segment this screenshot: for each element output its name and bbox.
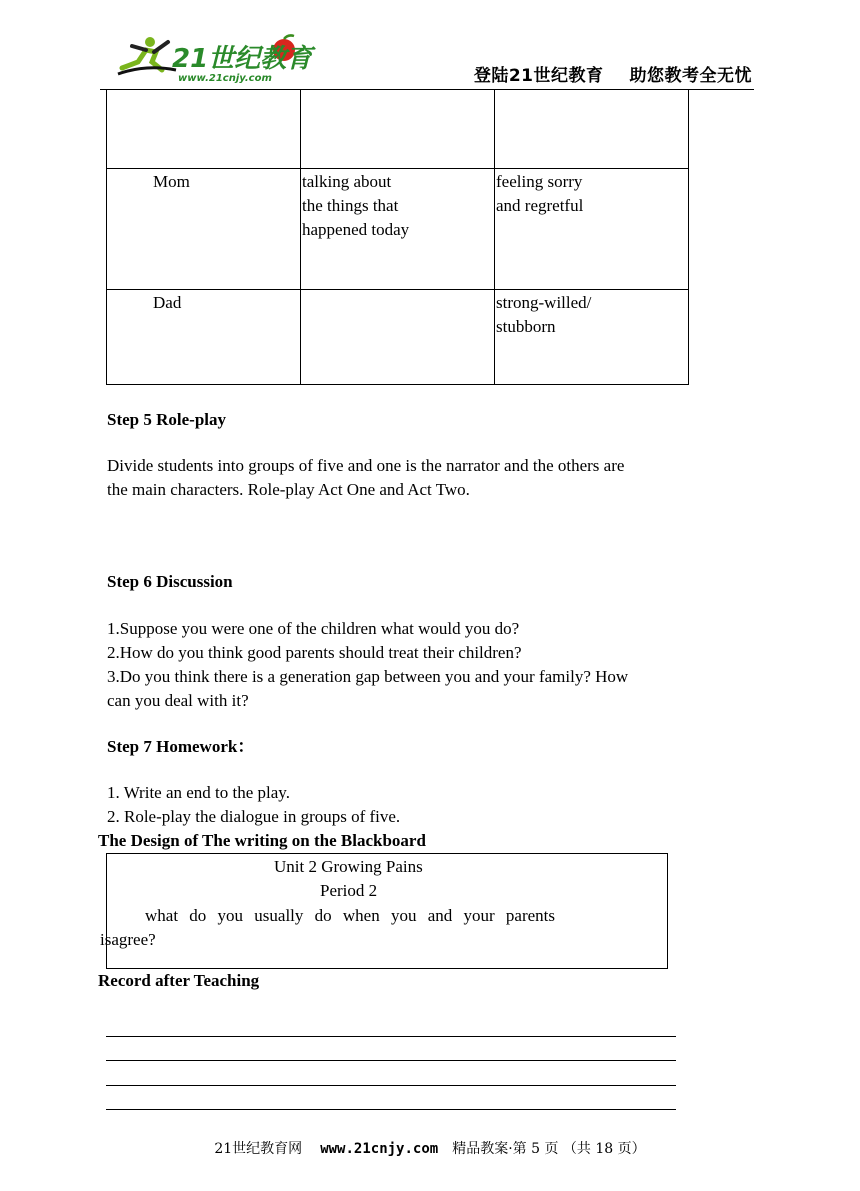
writing-line [106, 1085, 676, 1086]
record-heading: Record after Teaching [98, 971, 260, 990]
blackboard-heading: The Design of The writing on the Blackboard [98, 831, 426, 850]
table-cell [495, 90, 688, 91]
table-row [107, 290, 689, 385]
table-cell: talking about the things that happened today [302, 172, 410, 239]
table-row [107, 169, 689, 290]
header-slogan [474, 61, 752, 86]
blackboard-question: what do you usually do when you and your parents [145, 906, 556, 925]
table-cell: strong-willed/ stubborn [496, 293, 592, 336]
svg-text:www.21cnjy.com: www.21cnjy.com [178, 73, 272, 84]
writing-line [106, 1060, 676, 1061]
blackboard-box [100, 853, 668, 969]
homework-item: 2. Role-play the dialogue in groups of five. [107, 807, 401, 826]
discussion-item: 3.Do you think there is a generation gap between you and your family? How [107, 667, 629, 686]
footer-site-link[interactable]: www.21cnjy.com [320, 1141, 439, 1157]
discussion-item: 1.Suppose you were one of the children what would you do? [107, 619, 520, 638]
step7-heading: Step 7 Homework： [107, 737, 255, 756]
slogan-right: 助您教考全无忧 [629, 66, 752, 86]
blackboard-question-cont: isagree? [100, 930, 156, 949]
blackboard-period: Period 2 [320, 881, 378, 900]
character-table [106, 89, 689, 385]
discussion-item: 2.How do you think good parents should treat their children? [107, 643, 522, 662]
footer-site-name: 21世纪教育网 [214, 1141, 303, 1157]
table-cell: Dad [153, 293, 182, 312]
table-cell: feeling sorry and regretful [496, 172, 584, 215]
table-row [107, 90, 689, 169]
footer-page-info: 精品教案·第 5 页 （共 18 页） [452, 1141, 646, 1157]
table-cell [107, 90, 300, 91]
step6-heading: Step 6 Discussion [107, 572, 233, 591]
discussion-item: can you deal with it? [107, 691, 249, 710]
page-footer [0, 1138, 860, 1158]
step5-line: the main characters. Role-play Act One and Act Two. [107, 480, 470, 499]
site-logo [116, 34, 313, 84]
slogan-left: 登陆21世纪教育 [473, 66, 604, 86]
writing-line [106, 1036, 676, 1037]
step5-heading: Step 5 Role-play [107, 410, 226, 429]
step5-line: Divide students into groups of five and one is the narrator and the others are [107, 456, 625, 475]
writing-line [106, 1109, 676, 1110]
homework-item: 1. Write an end to the play. [107, 783, 290, 802]
table-cell [301, 90, 494, 91]
blackboard-title: Unit 2 Growing Pains [274, 857, 423, 876]
svg-text:21世纪教育: 21世纪教育 [172, 44, 313, 74]
table-cell: Mom [153, 172, 190, 191]
table-cell [301, 290, 494, 291]
